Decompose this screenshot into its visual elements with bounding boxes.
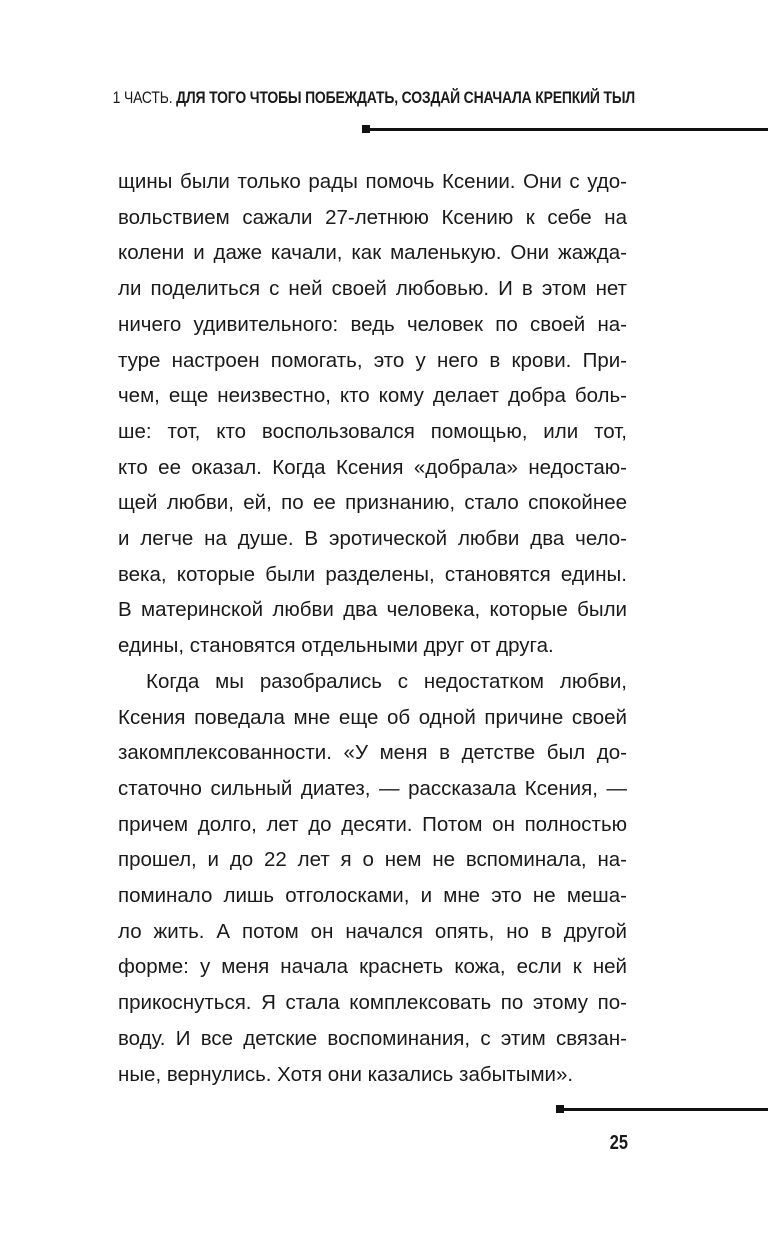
text-line: закомплексованности. «У меня в детстве был до- — [118, 741, 627, 765]
text-line: чем, еще неизвестно, кто кому делает добра боль- — [118, 384, 627, 408]
paragraph-1 — [118, 164, 627, 664]
text-line: кто ее оказал. Когда Ксения «добрала» недостаю- — [118, 455, 627, 479]
text-line: форме: у меня начала краснеть кожа, если к ней — [118, 955, 627, 979]
text-line: ные, вернулись. Хотя они казались забытыми». — [118, 1062, 574, 1086]
text-line: щины были только рады помочь Ксении. Они с удо- — [118, 170, 627, 193]
page-number: 25 — [609, 1132, 628, 1154]
text-line: поминало лишь отголосками, и мне это не меша- — [118, 884, 627, 908]
text-line: колени и даже качали, как маленькую. Они жажда- — [118, 241, 627, 265]
running-header — [112, 88, 635, 108]
body-text — [118, 164, 627, 1092]
text-line: ничего удивительного: ведь человек по своей на- — [118, 312, 627, 336]
header-chapter-title: ДЛЯ ТОГО ЧТОБЫ ПОБЕЖДАТЬ, СОЗДАЙ СНАЧАЛА КРЕПКИЙ ТЫЛ — [176, 88, 635, 107]
text-line: века, которые были разделены, становятся едины. — [118, 562, 627, 586]
text-line: ше: тот, кто воспользовался помощью, или тот, — [118, 419, 627, 443]
text-line: ли поделиться с ней своей любовью. И в этом нет — [118, 277, 627, 301]
text-line: туре настроен помогать, это у него в крови. При- — [118, 348, 627, 372]
text-line: прикоснуться. Я стала комплексовать по этому по- — [118, 991, 627, 1015]
text-line: Ксения поведала мне еще об одной причине своей — [118, 705, 627, 729]
text-line: причем долго, лет до десяти. Потом он полностью — [118, 812, 627, 836]
text-line: ло жить. А потом он начался опять, но в другой — [118, 919, 627, 943]
text-line: Когда мы разобрались с недостатком любви, — [146, 669, 627, 693]
text-line: едины, становятся отдельными друг от друга. — [118, 634, 554, 658]
text-line: вольствием сажали 27-летнюю Ксению к себе на — [118, 205, 627, 229]
text-line: щей любви, ей, по ее признанию, стало спокойнее — [118, 491, 627, 515]
text-line: воду. И все детские воспоминания, с этим связан- — [118, 1026, 627, 1050]
paragraph-2 — [118, 664, 627, 1092]
text-line: и легче на душе. В эротической любви два чело- — [118, 527, 627, 551]
text-line: статочно сильный диатез, — рассказала Ксения, — — [118, 776, 627, 800]
footer-rule — [562, 1108, 768, 1111]
header-part-label: 1 ЧАСТЬ. — [112, 88, 173, 107]
header-rule — [368, 128, 768, 131]
text-line: В материнской любви два человека, которые были — [118, 598, 627, 622]
text-line: прошел, и до 22 лет я о нем не вспоминала, на- — [118, 848, 627, 872]
